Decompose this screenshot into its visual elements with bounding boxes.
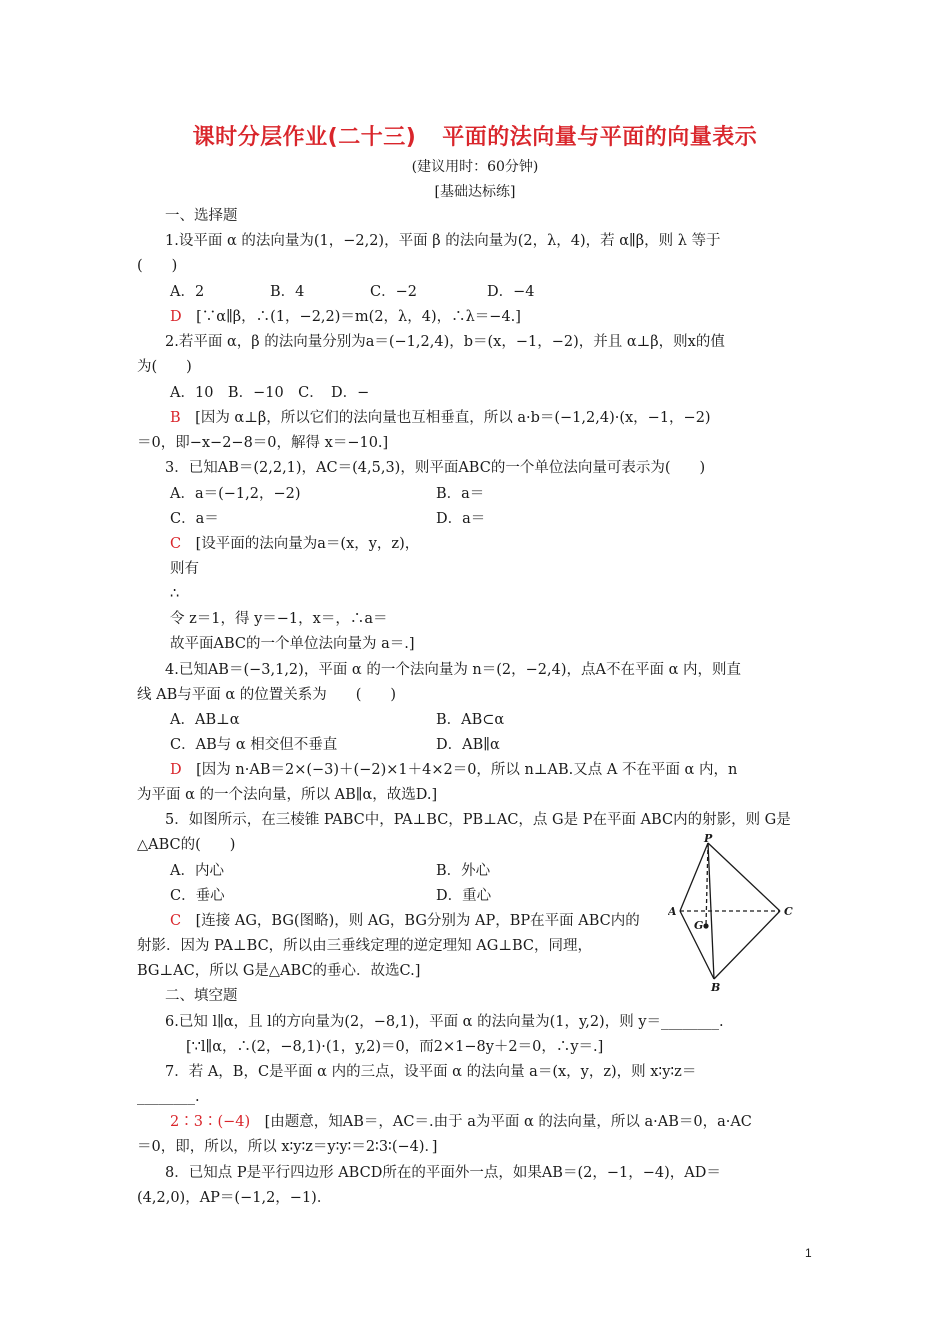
answer-3-line3: ∴ <box>170 586 180 602</box>
q1-option-d: D．−4 <box>487 284 535 300</box>
q5-option-b: B．外心 <box>436 863 491 879</box>
question-3: 3．已知AB＝(2,2,1)，AC＝(4,5,3)，则平面ABC的一个单位法向量可表示为( ) <box>165 460 706 476</box>
question-7: 7．若 A，B，C是平面 α 内的三点，设平面 α 的法向量 a＝(x，y，z)，则 x∶y∶z＝ <box>165 1064 697 1080</box>
q1-option-c: C．−2 <box>370 284 417 300</box>
answer-6: [∵l∥α，∴(2，−8,1)·(1，y,2)＝0，而2×1−8y＋2＝0，∴y＝.] <box>186 1039 604 1055</box>
q5-option-d: D．重心 <box>436 888 492 904</box>
section-heading-fill: 二、填空题 <box>165 988 238 1004</box>
label-p: P <box>704 834 713 845</box>
question-6: 6.已知 l∥α，且 l的方向量为(2，−8,1)，平面 α 的法向量为(1，y,2)，则 y＝________. <box>165 1014 724 1030</box>
label-a: A <box>668 905 677 918</box>
question-5-cont: △ABC的( ) <box>137 837 236 853</box>
page-title: 课时分层作业(二十三) 平面的法向量与平面的向量表示 <box>192 125 758 150</box>
label-c: C <box>784 905 793 918</box>
question-2: 2.若平面 α，β 的法向量分别为a＝(−1,2,4)，b＝(x，−1，−2)，并且 α⊥β，则x的值 <box>165 334 725 350</box>
pyramid-figure <box>668 834 808 994</box>
q2-options: A．10 B．−10 C． D．− <box>170 385 370 401</box>
answer-3-line4: 令 z＝1，得 y＝−1，x＝，∴a＝ <box>170 611 388 627</box>
q5-option-c: C．垂心 <box>170 888 225 904</box>
answer-2-cont: ＝0，即−x−2−8＝0，解得 x＝−10.] <box>137 435 389 451</box>
q4-option-b: B．AB⊂α <box>436 712 505 728</box>
question-2-cont: 为( ) <box>137 359 192 375</box>
answer-4-cont: 为平面 α 的一个法向量，所以 AB∥α，故选D.] <box>137 787 438 803</box>
question-1-blank: ( ) <box>137 258 178 274</box>
question-8: 8．已知点 P是平行四边形 ABCD所在的平面外一点，如果AB＝(2，−1，−4)，AD＝ <box>165 1165 721 1181</box>
answer-2: B [因为 α⊥β，所以它们的法向量也互相垂直，所以 a·b＝(−1,2,4)·(x，−1，−2) <box>170 410 711 426</box>
question-4: 4.已知AB＝(−3,1,2)，平面 α 的一个法向量为 n＝(2，−2,4)，点A不在平面 α 内，则直 <box>165 662 742 678</box>
answer-7-cont: ＝0，即，所以，所以 x∶y∶z＝y∶y∶＝2∶3∶(−4)．] <box>137 1139 438 1155</box>
page-number: 1 <box>805 1246 812 1260</box>
q3-option-b: B．a＝ <box>436 486 485 502</box>
answer-3-line2: 则有 <box>170 561 199 577</box>
section-heading-choice: 一、选择题 <box>165 208 238 224</box>
answer-5-line2: 射影．因为 PA⊥BC，所以由三垂线定理的逆定理知 AG⊥BC，同理， <box>137 938 592 954</box>
edge-bc <box>714 911 780 979</box>
answer-4: D [因为 n·AB＝2×(−3)＋(−2)×1＋4×2＝0，所以 n⊥AB.又点 A 不在平面 α 内，n <box>170 762 738 778</box>
time-note: (建议用时：60分钟) <box>411 159 539 175</box>
section-tag: [基础达标练] <box>434 184 516 200</box>
answer-1: D [∵α∥β，∴(1，−2,2)＝m(2，λ，4)，∴λ＝−4.] <box>170 309 521 325</box>
q3-option-d: D．a＝ <box>436 511 486 527</box>
q3-option-a: A．a＝(−1,2，−2) <box>170 486 301 502</box>
q5-option-a: A．内心 <box>170 863 224 879</box>
edge-pg <box>706 843 708 926</box>
q1-option-a: A．2 <box>170 284 205 300</box>
q3-option-c: C．a＝ <box>170 511 219 527</box>
q4-option-a: A．AB⊥α <box>170 712 240 728</box>
answer-5: C [连接 AG，BG(图略)，则 AG，BG分别为 AP，BP在平面 ABC内的 <box>170 913 640 929</box>
question-7-blank: ________. <box>137 1089 200 1105</box>
question-4-cont: 线 AB与平面 α 的位置关系为 ( ) <box>137 687 397 703</box>
edge-pc <box>708 843 780 911</box>
point-g <box>703 923 708 928</box>
q4-option-d: D．AB∥α <box>436 737 500 753</box>
question-5: 5．如图所示，在三棱锥 PABC中，PA⊥BC，PB⊥AC，点 G是 P在平面 ABC内的射影，则 G是 <box>165 812 791 828</box>
answer-5-line3: BG⊥AC，所以 G是△ABC的垂心．故选C.] <box>137 963 421 979</box>
question-8-cont: (4,2,0)，AP＝(−1,2，−1)． <box>137 1190 332 1206</box>
label-g: G <box>694 919 704 932</box>
label-b: B <box>711 981 721 994</box>
answer-3-line5: 故平面ABC的一个单位法向量为 a＝.] <box>170 636 415 652</box>
answer-7: 2∶3∶(−4) [由题意，知AB＝，AC＝.由于 a为平面 α 的法向量，所以 a·AB＝0，a·AC <box>170 1114 752 1130</box>
q4-option-c: C．AB与 α 相交但不垂直 <box>170 737 338 753</box>
question-1: 1.设平面 α 的法向量为(1，−2,2)，平面 β 的法向量为(2，λ，4)，若 α∥β，则 λ 等于 <box>165 233 721 249</box>
edge-pa <box>680 843 708 911</box>
q1-option-b: B．4 <box>270 284 305 300</box>
answer-3: C [设平面的法向量为a＝(x，y，z)， <box>170 536 420 552</box>
